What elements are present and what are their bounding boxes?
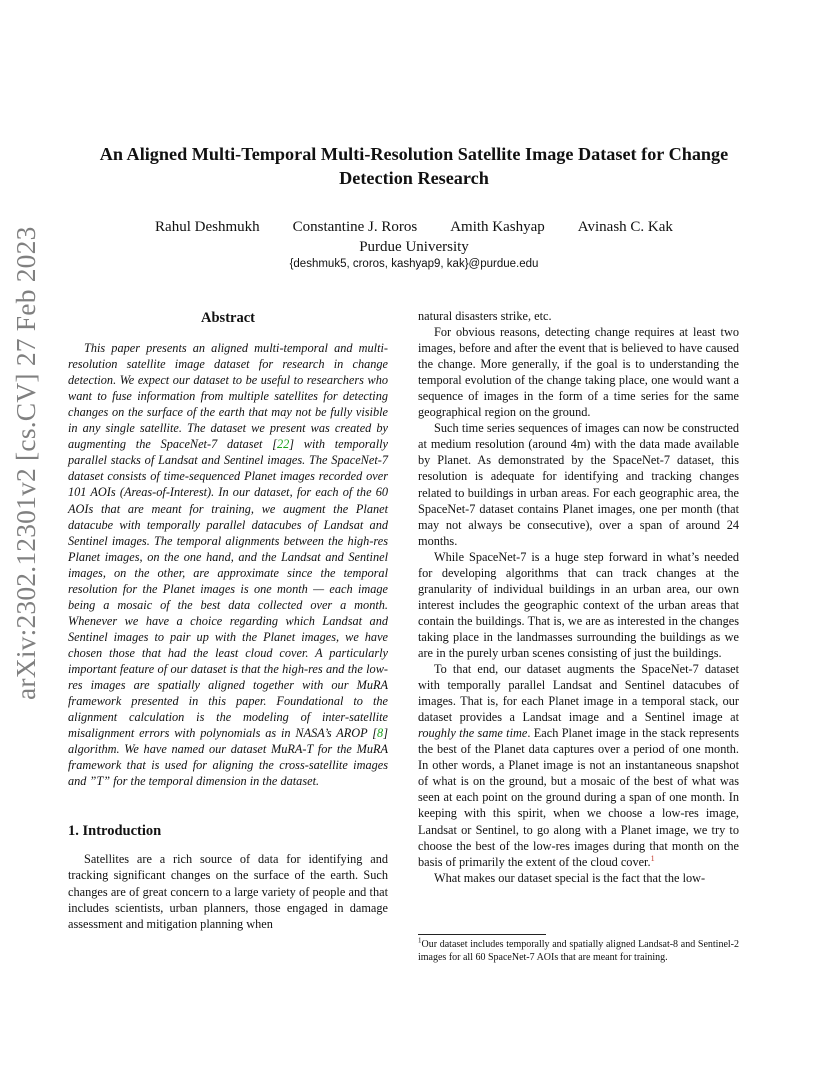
author-name: Constantine J. Roros: [292, 219, 418, 235]
footnote-marker[interactable]: 1: [650, 853, 655, 863]
paragraph: For obvious reasons, detecting change requires at least two images, before and after the event that is believed to have caused the change. More generally, if the goal is to understanding the temporal evolution of the change taking place, one would want a sequence of images in the form of a time series for the same geographical region on the ground.: [418, 325, 739, 420]
author-emails: {deshmuk5, croros, kashyap9, kak}@purdue.edu: [289, 258, 539, 270]
author-name: Avinash C. Kak: [577, 219, 673, 235]
footnote: [418, 934, 739, 964]
abstract-heading: Abstract: [201, 310, 255, 326]
author-list: [100, 219, 728, 236]
paragraph: natural disasters strike, etc.: [418, 309, 552, 323]
right-column: [418, 308, 739, 886]
paragraph: What makes our dataset special is the fact that the low-: [434, 870, 706, 885]
citation-link[interactable]: 8: [377, 726, 384, 741]
paragraph: Satellites are a rich source of data for identifying and tracking significant changes on the surface of the earth. Such changes are of great concern to a large variety of people and that includes scientists, urban planners, those engaged in damage assessment and mitigation planning when: [68, 852, 388, 931]
paragraph: Such time series sequences of images can now be constructed at medium resolution (around 4m) with the data made available by Planet. As demonstrated by the SpaceNet-7 dataset, this resolution is adequate for identifying and tracking changes related to buildings in urban areas. For each geographic area, the SpaceNet-7 dataset contains Planet images, one per month (that may not always be consecutive), over a span of around 24 months.: [418, 421, 739, 548]
abstract-text: This paper presents an aligned multi-temporal and multi-resolution satellite image dataset for research in change detection. We expect our dataset to be useful to researchers who want to fuse information from multiple satellites for detecting changes on the surface of the earth that may not be fully visible in any single satellite. The dataset we present was created by augmenting the SpaceNet-7 dataset [22] with temporally parallel stacks of Landsat and Sentinel images. The SpaceNet-7 dataset consists of time-sequenced Planet images recorded over 101 AOIs (Areas-of-Interest). In our dataset, for each of the 60 AOIs that are meant for training, we augment the Planet datacube with temporally parallel datacubes of Landsat and Sentinel images. The temporal alignments between the high-res Planet images, on the one hand, and the Landsat and Sentinel images, on the other, are approximate since the temporal resolution for the Planet images is one month — each image being a mosaic of the best data collected over a month. Whenever we have a choice regarding which Landsat and Sentinel images to pair up with the Planet images, we have chosen those that had the least cloud cover. A particularly important feature of our dataset is that the high-res and the low-res images are spatially aligned together with our MuRA framework presented in this paper. Foundational to the alignment calculation is the modeling of inter-satellite misalignment errors with polynomials as in NASA’s AROP [8] algorithm. We have named our dataset MuRA-T for the MuRA framework that is used for aligning the cross-satellite images and ”T” for the temporal dimension in the dataset.: [68, 341, 388, 789]
author-name: Amith Kashyap: [450, 219, 545, 235]
footnote-number: 1: [418, 936, 422, 945]
affiliation: Purdue University: [359, 239, 469, 255]
paragraph: To that end, our dataset augments the SpaceNet-7 dataset with temporally parallel Landsat and Sentinel datacubes of images. That is, for each Planet image in a temporal stack, our dataset provides a Landsat image and a Sentinel image at roughly the same time. Each Planet image in the stack represents the best of the Planet data captures over a period of one month. In other words, a Planet image is not an instantaneous snapshot of what is on the ground, but a mosaic of the best of what was seen at each point on the ground during a span of one month. In keeping with this spirit, when we choose a low-res image, Landsat or Sentinel, to go along with a Planet image, we try to choose the best of the low-res images during that month on the basis of primarily the extent of the cloud cover.$^1$: [418, 662, 739, 869]
paragraph: While SpaceNet-7 is a huge step forward in what’s needed for developing algorithms that can track changes at the granularity of individual buildings in an urban area, our own interest includes the geographic context of the urban areas that contain the buildings. That is, we are as interested in the changes taking place in the landmasses surrounding the buildings as we are in the purely urban scenes consisting of just the buildings.: [418, 549, 739, 660]
arxiv-identifier: arXiv:2302.12301v2 [cs.CV] 27 Feb 2023: [10, 226, 41, 700]
left-column: [68, 308, 388, 932]
footnote-text: Our dataset includes temporally and spatially aligned Landsat-8 and Sentinel-2 images for all 60 SpaceNet-7 AOIs that are meant for training.: [418, 939, 739, 963]
citation-link[interactable]: 22: [276, 437, 290, 452]
author-name: Rahul Deshmukh: [155, 219, 260, 235]
paper-title: An Aligned Multi-Temporal Multi-Resolution Satellite Image Dataset for Change Detection Research: [99, 144, 729, 188]
section-heading: 1. Introduction: [68, 823, 162, 840]
